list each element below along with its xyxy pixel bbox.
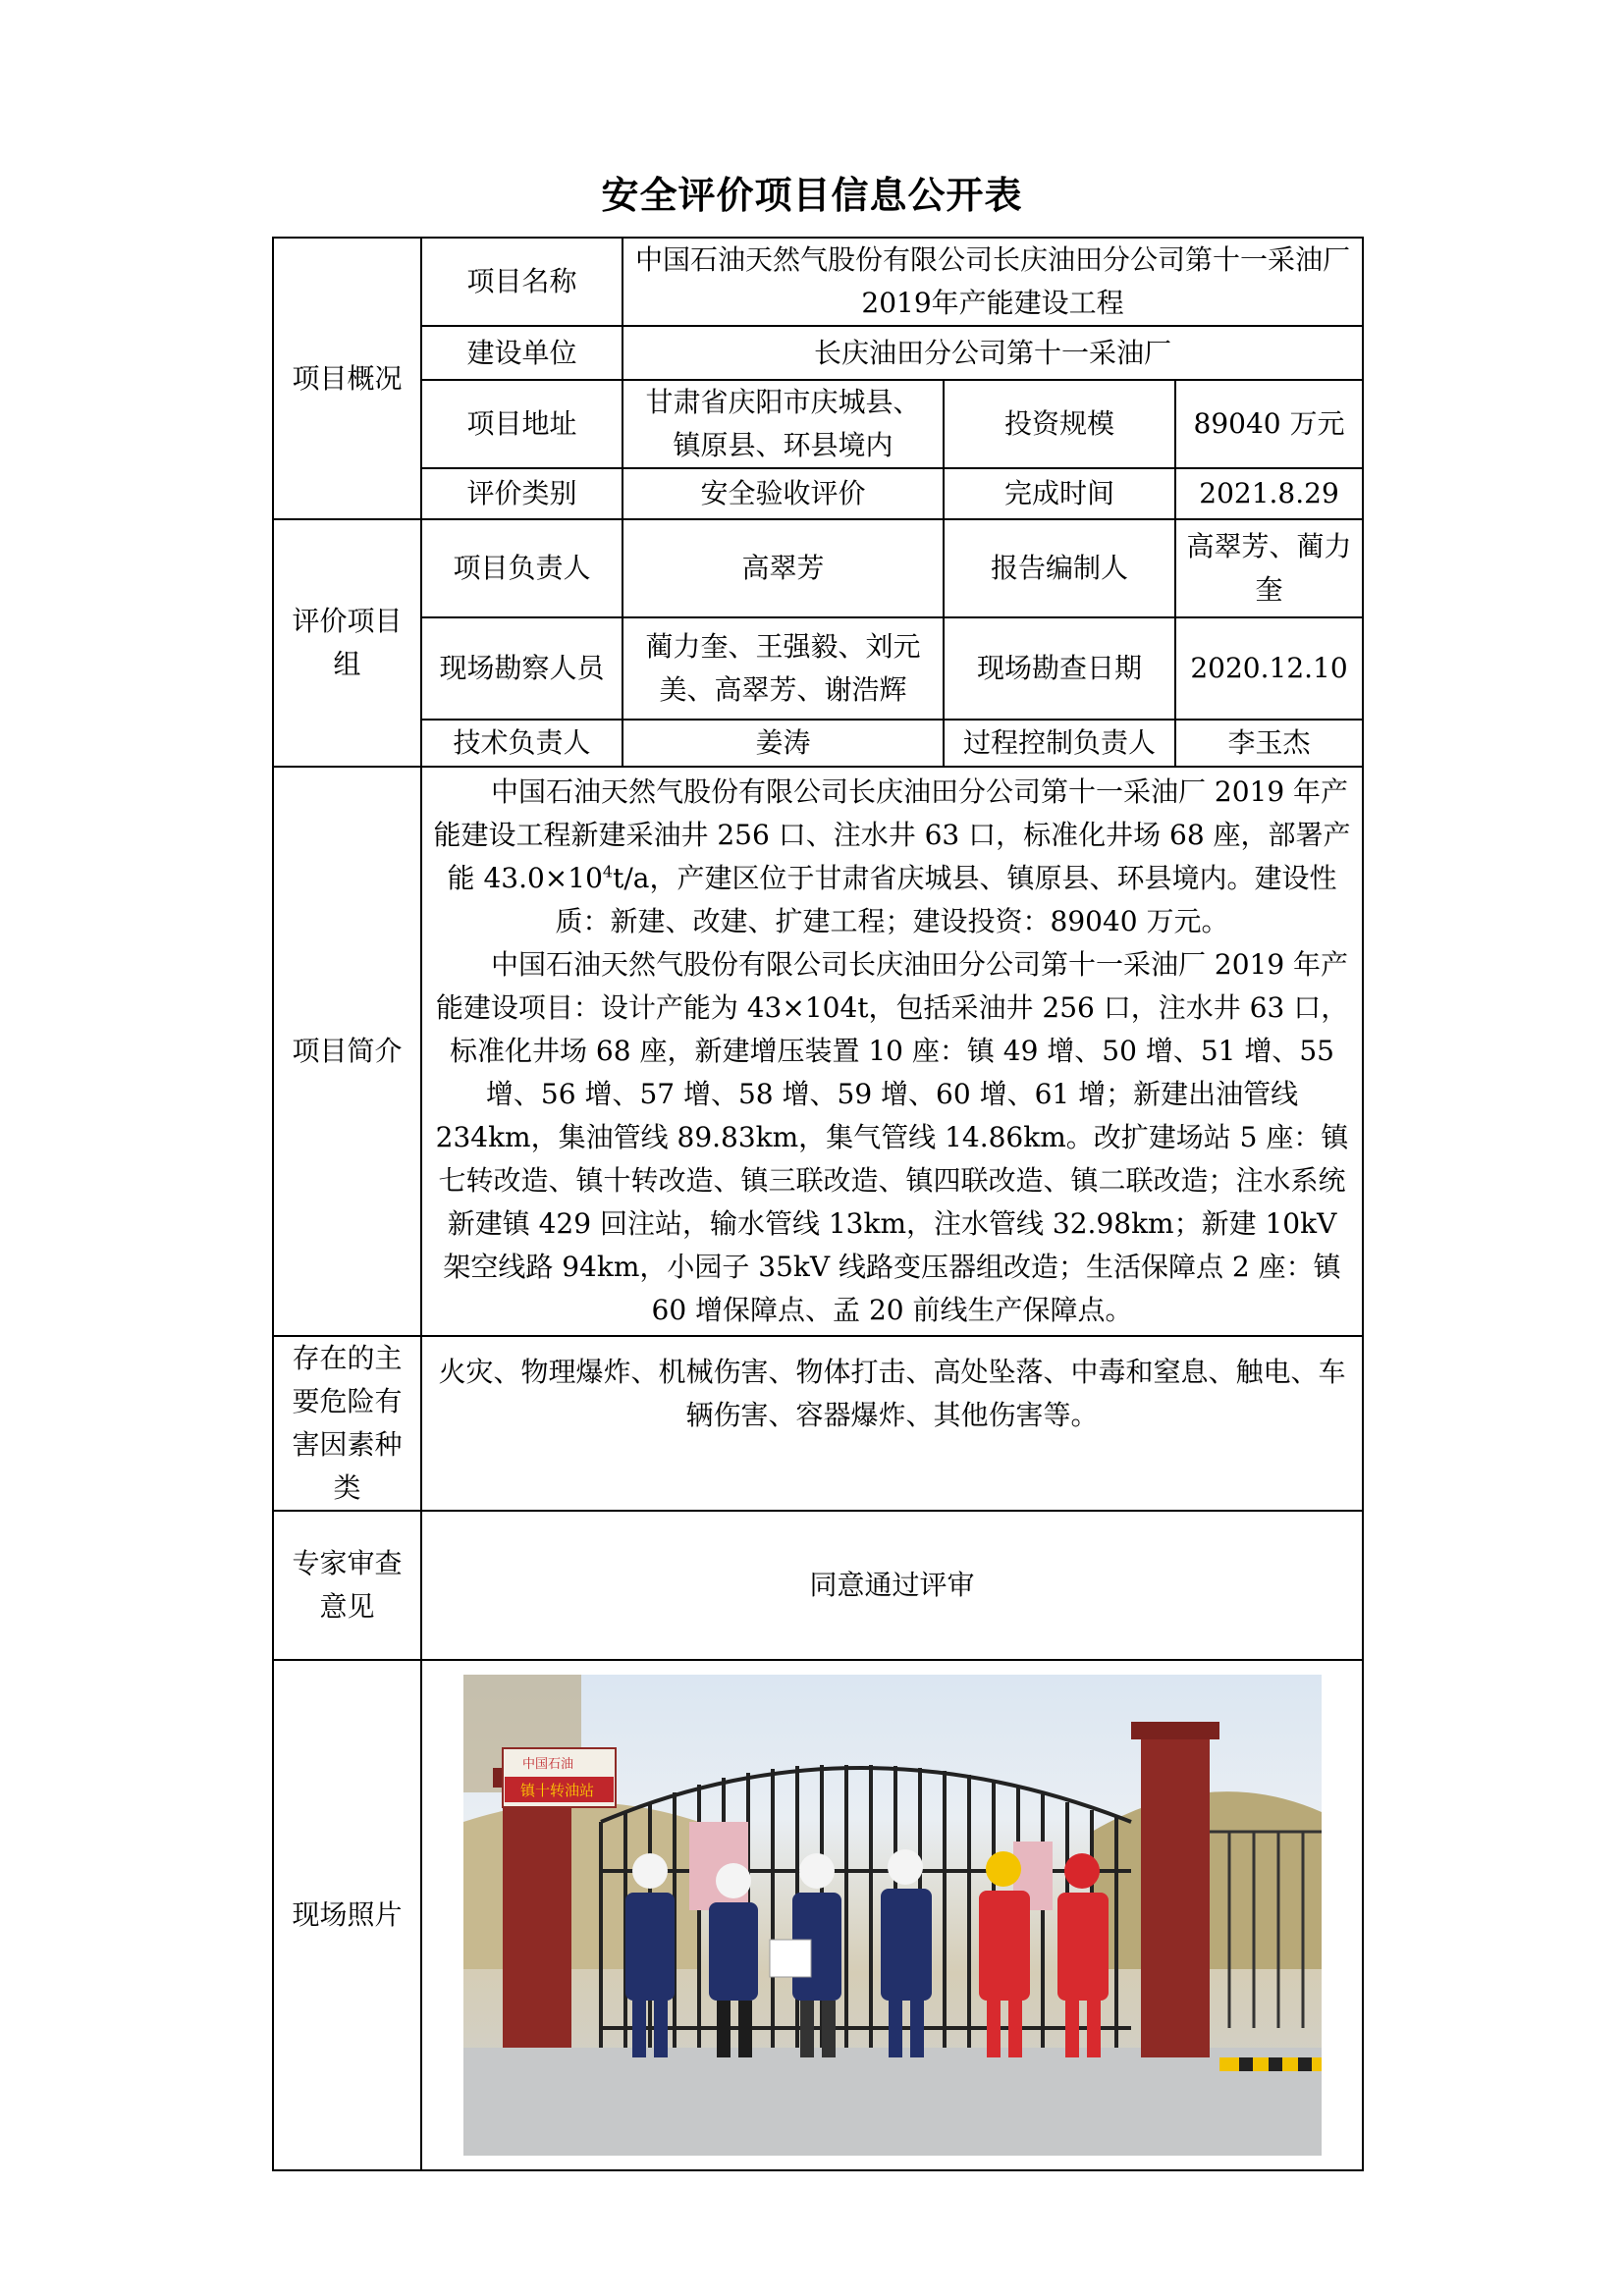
invest-value: 89040 万元 <box>1175 380 1363 468</box>
team-section-label: 评价项目组 <box>273 519 421 767</box>
survey-date-label: 现场勘查日期 <box>944 617 1175 720</box>
invest-label: 投资规模 <box>944 380 1175 468</box>
survey-label: 现场勘察人员 <box>421 617 623 720</box>
sign-station-text: 镇十转油站 <box>519 1782 594 1799</box>
builder-label: 建设单位 <box>421 326 623 380</box>
builder-value: 长庆油田分公司第十一采油厂 <box>623 326 1363 380</box>
leader-label: 项目负责人 <box>421 519 623 617</box>
site-photo-illustration <box>463 1675 1322 2156</box>
hazards-value: 火灾、物理爆炸、机械伤害、物体打击、高处坠落、中毒和窒息、触电、车辆伤害、容器爆炸、其他伤害等。 <box>421 1336 1363 1511</box>
leader-value: 高翠芳 <box>623 519 944 617</box>
process-label: 过程控制负责人 <box>944 720 1175 767</box>
document-title: 安全评价项目信息公开表 <box>601 173 1023 217</box>
category-value: 安全验收评价 <box>623 468 944 519</box>
tech-value: 姜涛 <box>623 720 944 767</box>
overview-section-label: 项目概况 <box>273 238 421 519</box>
info-table <box>272 237 1364 2171</box>
intro-paragraph-1: 中国石油天然气股份有限公司长庆油田分公司第十一采油厂 2019 年产能建设工程新建采油井 256 口、注水井 63 口，标准化井场 68 座，部署产能 $43.0\times 10^4t/a$，产建区位于甘肃省庆城县、镇原县、环县境内。建设性质：新建、改建、扩建工程；建设投资：89040 万元。 <box>433 775 1351 937</box>
finish-label: 完成时间 <box>944 468 1175 519</box>
report-label: 报告编制人 <box>944 519 1175 617</box>
expert-value: 同意通过评审 <box>421 1511 1363 1660</box>
report-value: 高翠芳、蔺力奎 <box>1175 519 1363 617</box>
sign-brand-text: 中国石油 <box>521 1757 573 1772</box>
expert-label: 专家审查意见 <box>273 1511 421 1660</box>
address-label: 项目地址 <box>421 380 623 468</box>
hazards-label: 存在的主要危险有害因素种类 <box>273 1336 421 1511</box>
intro-paragraph-2: 中国石油天然气股份有限公司长庆油田分公司第十一采油厂 2019 年产能建设项目：设计产能为 43×104t，包括采油井 256 口，注水井 63 口，标准化井场 68 座，新建增压装置 10 座：镇 49 增、50 增、51 增、55 增、56 增、57 增、58 增、59 增、60 增、61 增；新建出油管线 234km，集油管线 89.83km，集气管线 14.86km。改扩建场站 5 座：镇七转改造、镇十转改造、镇三联改造、镇四联改造、镇二联改造；注水系统新建镇 429 回注站，输水管线 13km，注水管线 32.98km；新建 10kV 架空线路 94km，小园子 35kV 线路变压器组改造；生活保障点 2 座：镇 60 增保障点、孟 20 前线生产保障点。 <box>435 948 1349 1326</box>
intro-text <box>421 767 1363 1336</box>
finish-value: 2021.8.29 <box>1175 468 1363 519</box>
survey-date-value: 2020.12.10 <box>1175 617 1363 720</box>
project-name-value: 中国石油天然气股份有限公司长庆油田分公司第十一采油厂2019年产能建设工程 <box>623 238 1363 326</box>
project-name-label: 项目名称 <box>421 238 623 326</box>
address-value: 甘肃省庆阳市庆城县、镇原县、环县境内 <box>623 380 944 468</box>
survey-value: 蔺力奎、王强毅、刘元美、高翠芳、谢浩辉 <box>623 617 944 720</box>
photo-cell <box>421 1660 1363 2170</box>
intro-label: 项目简介 <box>273 767 421 1336</box>
process-value: 李玉杰 <box>1175 720 1363 767</box>
site-photo <box>463 1675 1322 2156</box>
tech-label: 技术负责人 <box>421 720 623 767</box>
photo-label: 现场照片 <box>273 1660 421 2170</box>
category-label: 评价类别 <box>421 468 623 519</box>
